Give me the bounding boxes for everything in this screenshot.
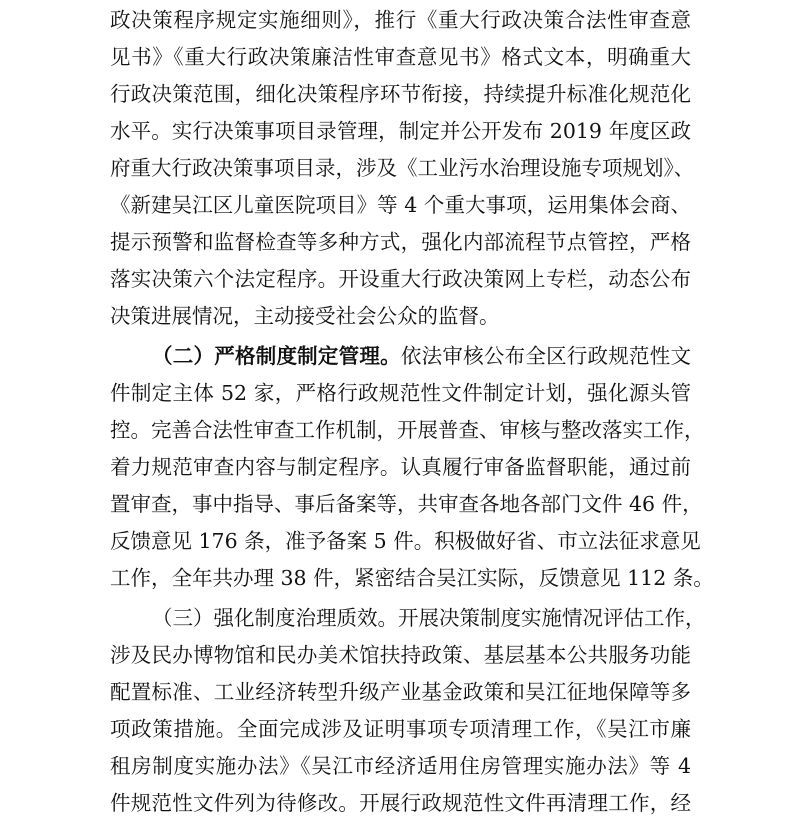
paragraph-3-line-3: 配置标准、工业经济转型升级产业基金政策和吴江征地保障等多	[110, 680, 691, 704]
paragraph-1-line-7: 提示预警和监督检查等多种方式，强化内部流程节点管控，严格	[110, 230, 691, 254]
paragraph-3-line-2: 涉及民办博物馆和民办美术馆扶持政策、基层基本公共服务功能	[110, 643, 691, 667]
paragraph-1-line-2: 见书》《重大行政决策廉洁性审查意见书》格式文本，明确重大	[110, 45, 691, 69]
paragraph-2-line-1	[0, 341, 793, 371]
paragraph-2-line-7: 工作，全年共办理 38 件，紧密结合吴江实际，反馈意见 112 条。	[110, 566, 714, 590]
paragraph-2-line-6: 反馈意见 176 条，准予备案 5 件。积极做好省、市立法征求意见	[110, 529, 701, 553]
paragraph-3-line-4: 项政策措施。全面完成涉及证明事项专项清理工作，《吴江市廉	[110, 717, 691, 741]
paragraph-3-line-1	[0, 603, 793, 633]
paragraph-2-line-3: 控。完善合法性审查工作机制，开展普查、审核与整改落实工作，	[110, 418, 705, 442]
paragraph-3-line-6: 件规范性文件列为待修改。开展行政规范性文件再清理工作，经	[110, 791, 691, 815]
section-heading-2: （二）严格制度制定管理。	[152, 344, 401, 368]
paragraph-3-line-5: 租房制度实施办法》《吴江市经济适用住房管理实施办法》等 4	[110, 754, 691, 778]
paragraph-1-line-3: 行政决策范围，细化决策程序环节衔接，持续提升标准化规范化	[110, 82, 691, 106]
paragraph-2-line-4: 着力规范审查内容与制定程序。认真履行审备监督职能，通过前	[110, 455, 691, 479]
paragraph-3-line-1-text: 开展决策制度实施情况评估工作，	[398, 606, 706, 630]
section-heading-3: （三）强化制度治理质效。	[152, 606, 398, 630]
paragraph-1-line-6: 《新建吴江区儿童医院项目》等 4 个重大事项，运用集体会商、	[110, 193, 691, 217]
paragraph-1-line-4: 水平。实行决策事项目录管理，制定并公开发布 2019 年度区政	[110, 119, 691, 143]
paragraph-2-line-1-text: 依法审核公布全区行政规范性文	[400, 344, 692, 368]
paragraph-1-line-5: 府重大行政决策事项目录，涉及《工业污水治理设施专项规划》、	[110, 156, 695, 180]
paragraph-2-line-2: 件制定主体 52 家，严格行政规范性文件制定计划，强化源头管	[110, 381, 691, 405]
paragraph-2-line-5: 置审查，事中指导、事后备案等，共审查各地各部门文件 46 件，	[110, 492, 703, 516]
paragraph-1-line-1: 政决策程序规定实施细则》，推行《重大行政决策合法性审查意	[110, 8, 691, 32]
paragraph-1-line-8: 落实决策六个法定程序。开设重大行政决策网上专栏，动态公布	[110, 267, 691, 291]
paragraph-1-line-9: 决策进展情况，主动接受社会公众的监督。	[110, 304, 500, 328]
